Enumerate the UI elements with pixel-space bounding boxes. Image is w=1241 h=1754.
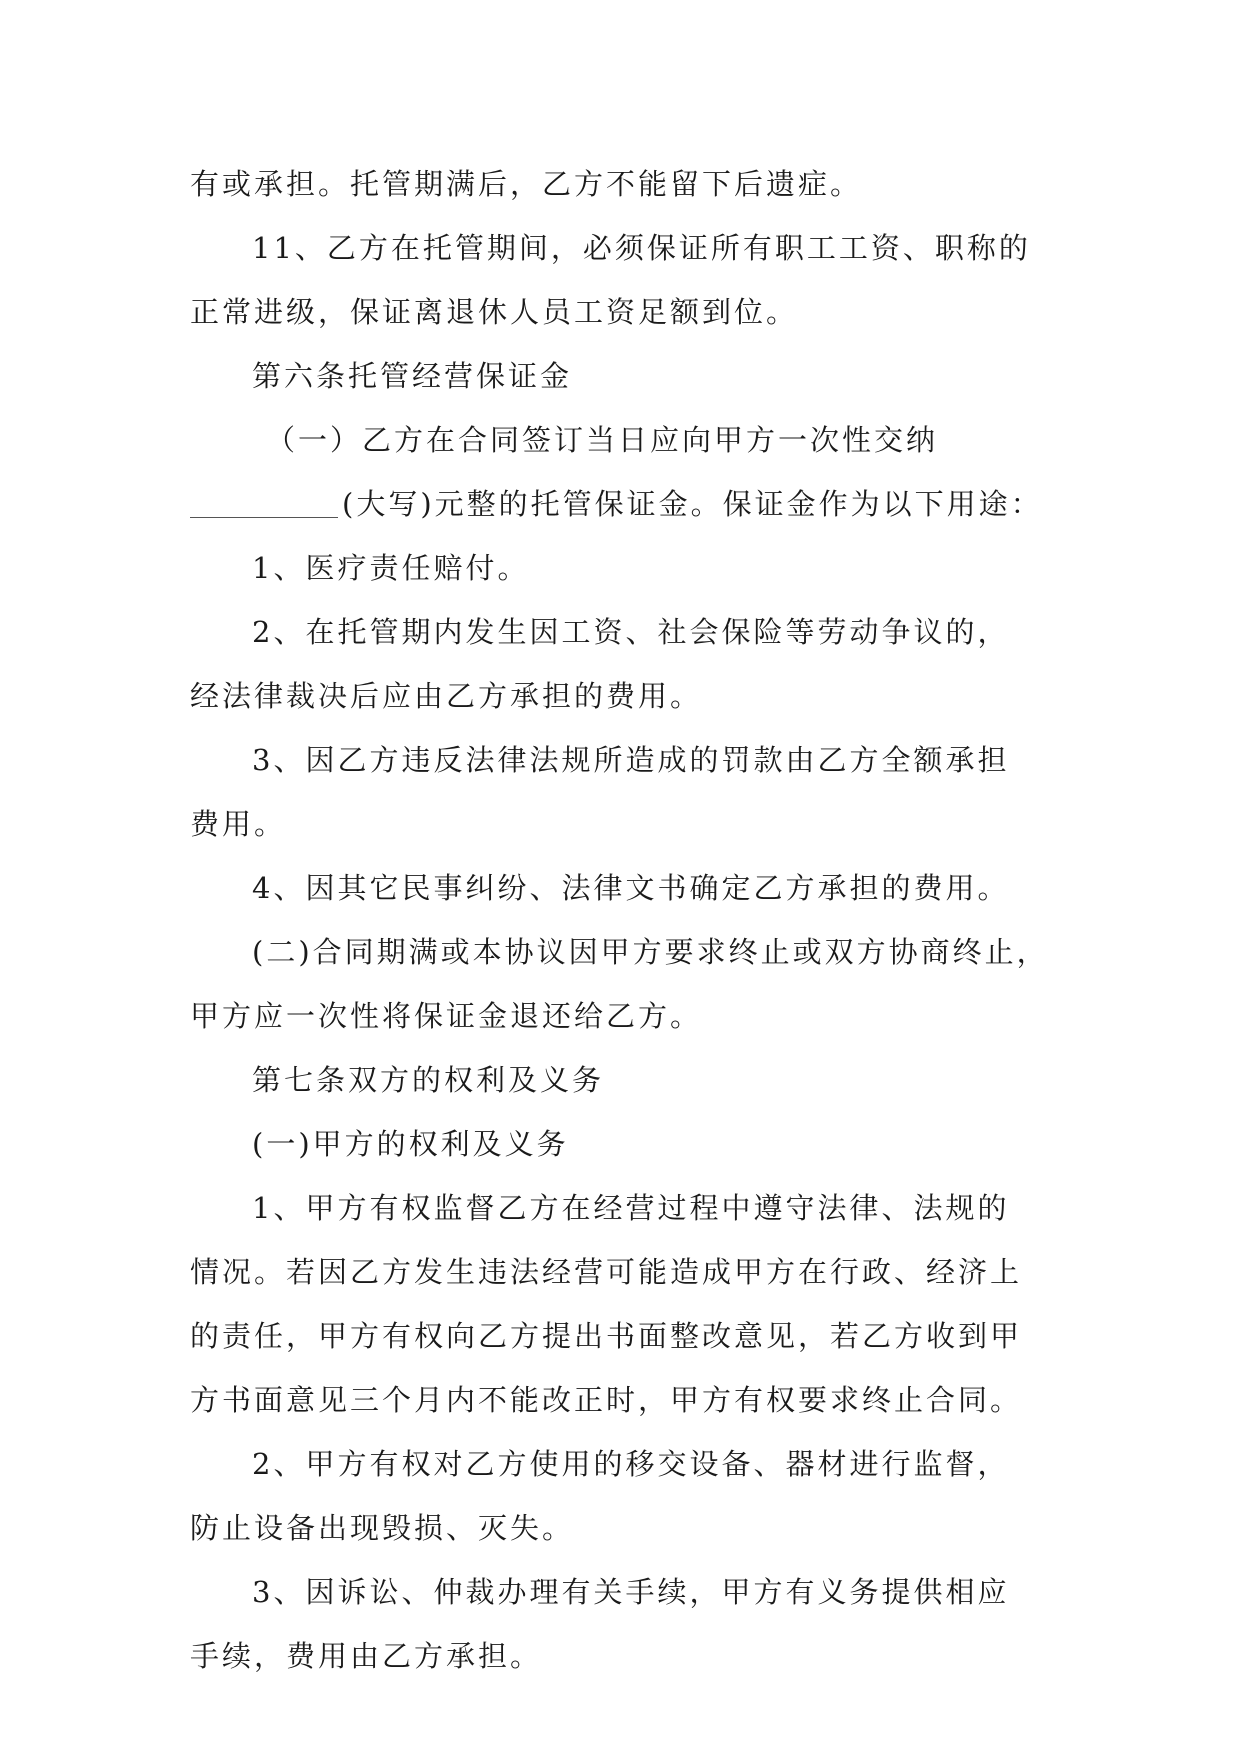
article-6-heading: 第六条托管经营保证金 <box>252 359 573 393</box>
deposit-use-2-line-1: 2、在托管期内发生因工资、社会保险等劳动争议的， <box>252 615 1010 649</box>
party-a-right-1-line-1: 1、甲方有权监督乙方在经营过程中遵守法律、法规的 <box>252 1191 1010 1225</box>
text-line: 有或承担。托管期满后，乙方不能留下后遗症。 <box>190 167 863 201</box>
party-a-right-3-line-1: 3、因诉讼、仲裁办理有关手续，甲方有义务提供相应 <box>252 1575 1010 1609</box>
deposit-use-3-line-1: 3、因乙方违反法律法规所造成的罚款由乙方全额承担 <box>252 743 1010 777</box>
deposit-use-1: 1、医疗责任赔付。 <box>252 551 530 585</box>
deposit-use-4: 4、因其它民事纠纷、法律文书确定乙方承担的费用。 <box>252 871 1010 905</box>
deposit-use-3-line-2: 费用。 <box>190 807 287 841</box>
fill-in-blank <box>190 487 338 518</box>
party-a-right-1-line-4: 方书面意见三个月内不能改正时，甲方有权要求终止合同。 <box>190 1383 1023 1417</box>
party-a-right-2-line-1: 2、甲方有权对乙方使用的移交设备、器材进行监督， <box>252 1447 1010 1481</box>
deposit-use-2-line-2: 经法律裁决后应由乙方承担的费用。 <box>190 679 703 713</box>
article-7-heading: 第七条双方的权利及义务 <box>252 1063 605 1097</box>
article-7-section-1-heading: (一)甲方的权利及义务 <box>252 1127 569 1161</box>
article-6-item-1-line-2-text: (大写)元整的托管保证金。保证金作为以下用途： <box>342 487 1043 521</box>
party-a-right-1-line-2: 情况。若因乙方发生违法经营可能造成甲方在行政、经济上 <box>190 1255 1023 1289</box>
party-a-right-1-line-3: 的责任，甲方有权向乙方提出书面整改意见，若乙方收到甲 <box>190 1319 1023 1353</box>
article-6-item-2-line-1: (二)合同期满或本协议因甲方要求终止或双方协商终止， <box>252 935 1049 969</box>
article-6-item-1-line-2 <box>190 472 1050 536</box>
party-a-right-3-line-2: 手续，费用由乙方承担。 <box>190 1639 543 1673</box>
article-6-item-1-line-1: （一）乙方在合同签订当日应向甲方一次性交纳 <box>266 423 939 457</box>
clause-11-line-2: 正常进级，保证离退休人员工资足额到位。 <box>190 295 799 329</box>
party-a-right-2-line-2: 防止设备出现毁损、灭失。 <box>190 1511 575 1545</box>
clause-11-line-1: 11、乙方在托管期间，必须保证所有职工工资、职称的 <box>252 231 1031 265</box>
document-body <box>190 152 1050 1688</box>
article-6-item-2-line-2: 甲方应一次性将保证金退还给乙方。 <box>190 999 703 1033</box>
